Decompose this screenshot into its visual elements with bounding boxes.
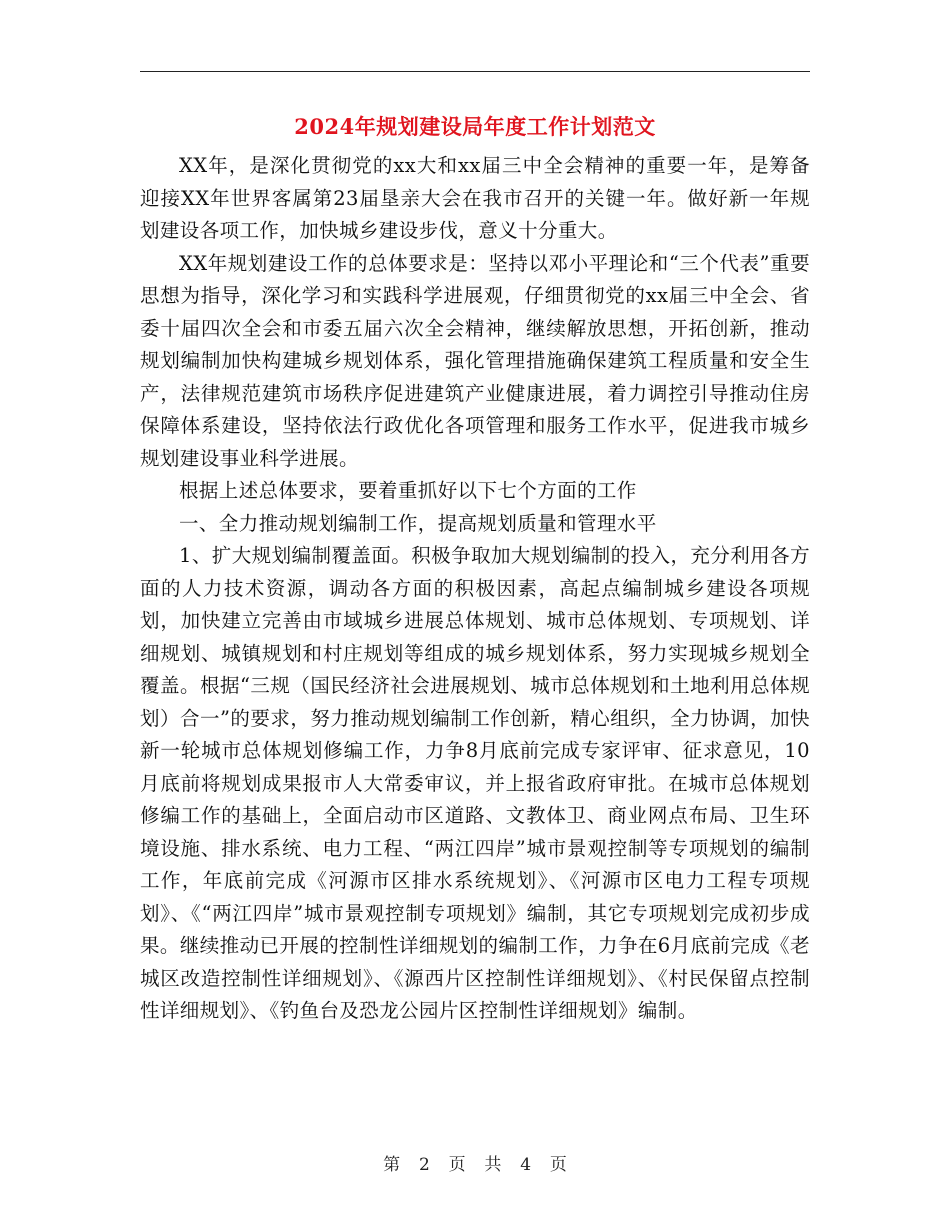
footer-page-number: 2 <box>418 1155 430 1175</box>
footer-total-suffix: 页 <box>549 1155 567 1175</box>
document-body <box>140 150 810 1028</box>
paragraph-general-requirements: XX年规划建设工作的总体要求是：坚持以邓小平理论和“三个代表”重要思想为指导，深化学习和实践科学进展观，仔细贯彻党的xx届三中全会、省委十届四次全会和市委五届六次全会精神，继续解放思想，开拓创新，推动规划编制加快构建城乡规划体系，强化管理措施确保建筑工程质量和安全生产，法律规范建筑市场秩序促进建筑产业健康进展，着力调控引导推动住房保障体系建设，坚持依法行政优化各项管理和服务工作水平，促进我市城乡规划建设事业科学进展。 <box>140 251 810 470</box>
footer-page-mid: 页 <box>448 1155 466 1175</box>
paragraph-planning-coverage: 1、扩大规划编制覆盖面。积极争取加大规划编制的投入，充分利用各方面的人力技术资源，调动各方面的积极因素，高起点编制城乡建设各项规划，加快建立完善由市域城乡进展总体规划、城市总体规划、专项规划、详细规划、城镇规划和村庄规划等组成的城乡规划体系，努力实现城乡规划全覆盖。根据“三规（国民经济社会进展规划、城市总体规划和土地利用总体规划）合一”的要求，努力推动规划编制工作创新，精心组织，全力协调，加快新一轮城市总体规划修编工作，力争8月底前完成专家评审、征求意见，10月底前将规划成果报市人大常委审议，并上报省政府审批。在城市总体规划修编工作的基础上，全面启动市区道路、文教体卫、商业网点布局、卫生环境设施、排水系统、电力工程、“两江四岸”城市景观控制等专项规划的编制工作，年底前完成《河源市区排水系统规划》、《河源市区电力工程专项规划》、《“两江四岸”城市景观控制专项规划》编制，其它专项规划完成初步成果。继续推动已开展的控制性详细规划的编制工作，力争在6月底前完成《老城区改造控制性详细规划》、《源西片区控制性详细规划》、《村民保留点控制性详细规划》、《钓鱼台及恐龙公园片区控制性详细规划》编制。 <box>140 544 810 1022</box>
footer-page-prefix: 第 <box>383 1155 401 1175</box>
section-heading-1: 一、全力推动规划编制工作，提高规划质量和管理水平 <box>179 511 657 535</box>
paragraph-intro: XX年，是深化贯彻党的xx大和xx届三中全会精神的重要一年，是筹备迎接XX年世界客属第23届垦亲大会在我市召开的关键一年。做好新一年规划建设各项工作，加快城乡建设步伐，意义十分重大。 <box>140 154 810 242</box>
page-footer <box>140 1153 810 1177</box>
document-title: 2024年规划建设局年度工作计划范文 <box>294 114 656 139</box>
paragraph-seven-aspects: 根据上述总体要求，要着重抓好以下七个方面的工作 <box>179 479 637 502</box>
header-rule <box>140 71 810 72</box>
footer-total-prefix: 共 <box>484 1155 502 1175</box>
footer-total-pages: 4 <box>520 1155 532 1175</box>
